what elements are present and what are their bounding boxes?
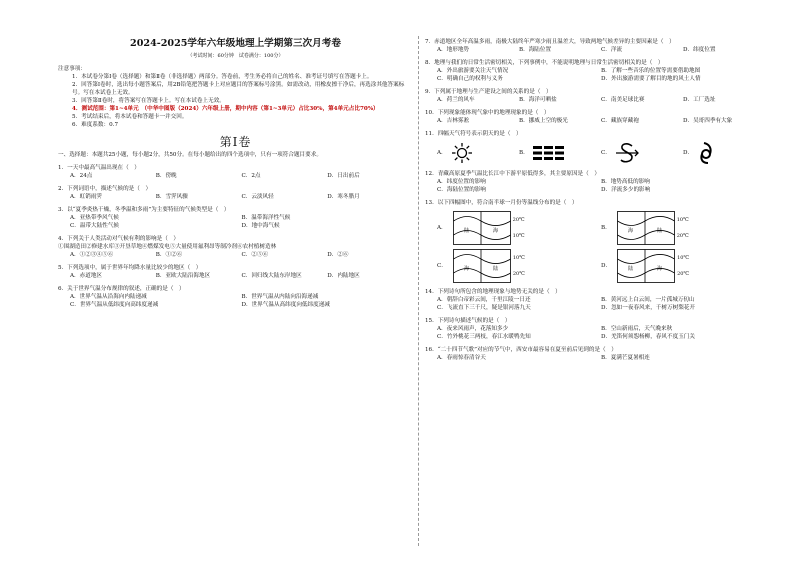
land-label: 陆 — [628, 266, 634, 272]
option-a[interactable]: A． — [437, 142, 519, 164]
question-11 — [425, 130, 765, 164]
option-d[interactable]: D．②⑥ — [327, 252, 349, 258]
option-d[interactable]: D．日出前后 — [327, 173, 360, 179]
sandstorm-icon — [615, 142, 639, 164]
notice-2: 2．回答第Ⅰ卷时，选出每小题答案后，用2B铅笔把答题卡上对应题目的答案标号涂黑。如需改动，用橡皮擦干净后，再选涂其他答案标号。写在本试卷上无效。 — [72, 82, 405, 96]
option-d[interactable]: D．羌笛何须怨杨柳，春风不度玉门关 — [601, 334, 695, 340]
sea-label: 海 — [492, 228, 498, 234]
option-c[interactable]: C．藏族穿藏袍 — [601, 118, 639, 124]
left-column — [58, 30, 413, 309]
option-c[interactable]: C．2点 — [241, 173, 261, 179]
typhoon-icon — [697, 142, 715, 164]
notice-5: 5．考试结束后，将本试卷和答题卡一并交回。 — [72, 114, 188, 120]
question-13 — [425, 199, 765, 283]
question-stem: 14．下列诗句所包含的地理现象与地势无关的是（ ） — [425, 289, 561, 295]
question-stem: 3．以“夏季炎热干燥，冬季温和多雨”为主要特征的气候类型是（ ） — [58, 207, 230, 213]
question-10 — [425, 109, 765, 125]
option-b[interactable]: B．温带海洋性气候 — [241, 215, 291, 221]
question-stem: 12．青藏高原夏季气温比长江中下游平原低得多，其主要原因是（ ） — [425, 171, 600, 177]
question-stem: 16．“二十四节气歌”对应的节气中，西安市最容易在夏至前后见到的是（ ） — [425, 347, 617, 353]
option-a[interactable]: A．虹销雨霁 — [70, 194, 103, 200]
question-stem: 1．一天中最高气温出现在（ ） — [58, 165, 140, 171]
question-9 — [425, 88, 765, 104]
option-c[interactable]: C．世界气温从低纬度向高纬度递减 — [70, 302, 159, 308]
land-label: 陆 — [463, 228, 469, 234]
option-b[interactable]: B．黄河远上白云间，一片孤城万仞山 — [601, 297, 695, 303]
option-a[interactable]: A．吉林雾凇 — [437, 118, 470, 124]
option-a[interactable]: A．地形地势 — [437, 47, 470, 53]
exam-title: 2024-2025学年六年级地理上学期第三次月考卷 — [130, 38, 341, 49]
option-a[interactable]: A．世界气温从沿海向内陆递减 — [70, 294, 147, 300]
option-a[interactable]: A．夜来风雨声，花落知多少 — [437, 326, 509, 332]
section-intro: 一、选择题：本题共25小题，每小题2分，共50分。在每小题给出的四个选项中，只有一项符合题目要求。 — [58, 152, 322, 158]
option-c[interactable]: C．竹外桃花三两枝，春江水暖鸭先知 — [437, 334, 531, 340]
sea-label: 海 — [657, 266, 663, 272]
isotherm-map-c — [453, 249, 511, 283]
question-stem: 15．下列诗句描述气候的是（ ） — [425, 318, 511, 324]
question-stem: 4．下列关于人类活动对气候有利的影响是（ ） — [58, 236, 180, 242]
option-b[interactable]: B．世界气温从内陆向沿海递减 — [241, 294, 319, 300]
isotherm-10: 10℃ — [512, 233, 525, 239]
option-b[interactable]: B．亚欧大陆沿海地区 — [155, 273, 211, 279]
option-d[interactable]: D． 陆 海 10℃ 20℃ — [601, 249, 765, 283]
isotherm-10: 10℃ — [677, 255, 690, 261]
option-d[interactable]: D．世界气温从高纬度向低纬度递减 — [241, 302, 330, 308]
option-b[interactable]: B．海洋可晒盐 — [519, 97, 557, 103]
option-d[interactable]: D．忽如一夜春风来，千树万树梨花开 — [601, 305, 695, 311]
option-d[interactable]: D．工厂选址 — [683, 97, 716, 103]
question-15 — [425, 317, 765, 341]
isotherm-10: 10℃ — [512, 255, 525, 261]
option-d[interactable]: D．内陆地区 — [327, 273, 360, 279]
question-3 — [58, 206, 413, 230]
exam-subtitle: （考试时间：60分钟 试卷满分：100分） — [187, 53, 284, 59]
isotherm-map-b — [617, 211, 675, 245]
option-d[interactable]: D．纬度位置 — [683, 47, 716, 53]
question-stem: 11．四幅天气符号表示阴天的是（ ） — [425, 131, 522, 137]
option-a[interactable]: A． 陆 海 20℃ 10℃ — [437, 211, 601, 245]
question-stem: 2．下列词语中，描述气候的是（ ） — [58, 186, 152, 192]
option-d[interactable]: D． — [683, 142, 765, 164]
option-a[interactable]: A．荷兰的风车 — [437, 97, 475, 103]
question-stem: 5．下列选项中，属于世界年均降水量比较少的地区（ ） — [58, 265, 202, 271]
section-title: 第Ⅰ卷 — [219, 135, 252, 149]
right-column — [425, 38, 765, 362]
option-a[interactable]: A．24点 — [70, 173, 93, 179]
option-b[interactable]: B． — [519, 145, 601, 161]
notice-4-scope: 4．测试范围：第1~4单元 （中华中图版（2024）六年级上册，期中内容（第1~3单元）占比30%，第4单元占比70%） — [72, 106, 379, 112]
option-c[interactable]: C． 海 陆 10℃ 20℃ — [437, 249, 601, 283]
question-2 — [58, 185, 413, 201]
isotherm-20: 20℃ — [512, 271, 525, 277]
question-stem-line2: ①围湖造田②修建水库③开垦草地④燃煤发电⑤大量使用氟利昂等制冷剂⑥农村植树造林 — [58, 244, 277, 250]
option-c[interactable]: C． — [601, 142, 683, 164]
question-stem: 8．地理与我们的日常生活密切相关，下列事例中，不能说明地理与日常生活密切相关的是（ ） — [425, 60, 664, 66]
option-c[interactable]: C．明确自己的权利与义务 — [437, 76, 503, 82]
notice-6: 6．难度系数：0.7 — [72, 122, 119, 128]
option-c[interactable]: C．飞流直下三千尺，疑是银河落九天 — [437, 305, 531, 311]
sea-label: 海 — [627, 228, 633, 234]
question-stem: 13．以下四幅图中，符合南半球一月份等温线分布的是（ ） — [425, 200, 578, 206]
sea-label: 海 — [463, 266, 469, 272]
option-d[interactable]: D．外出旅游需要了解目的地的风土人情 — [601, 76, 701, 82]
land-label: 陆 — [492, 266, 498, 272]
isotherm-20: 20℃ — [676, 233, 689, 239]
option-a[interactable]: A．外出旅游要关注天气情况 — [437, 68, 509, 74]
option-b[interactable]: B．海陆位置 — [519, 47, 552, 53]
question-stem: 9．下列属于地理与生产建设之间的关系的是（ ） — [425, 89, 552, 95]
option-a[interactable]: A．纬度位置的影响 — [437, 179, 486, 185]
column-divider — [418, 36, 419, 546]
question-14 — [425, 288, 765, 312]
land-label: 陆 — [656, 228, 662, 234]
sunny-icon — [451, 142, 473, 164]
option-a[interactable]: A．春雨惊春清谷天 — [437, 355, 486, 361]
notice-3: 3．回答第Ⅱ卷时，将答案写在答题卡上。写在本试卷上无效。 — [72, 98, 225, 104]
question-6 — [58, 285, 413, 309]
option-c[interactable]: C．洋流 — [601, 47, 623, 53]
option-d[interactable]: D．寒冬腊月 — [327, 194, 360, 200]
option-c[interactable]: C．温带大陆性气候 — [70, 223, 120, 229]
question-7 — [425, 38, 765, 54]
question-4 — [58, 235, 413, 259]
fog-icon — [533, 145, 565, 161]
option-c[interactable]: C．②⑤⑥ — [241, 252, 269, 258]
option-b[interactable]: B．了解一些音乐的位置等需要借助地图 — [601, 68, 701, 74]
option-c[interactable]: C．海陆位置的影响 — [437, 187, 487, 193]
option-b[interactable]: B． 海 陆 10℃ 20℃ — [601, 211, 765, 245]
option-d[interactable]: D．地中海气候 — [241, 223, 280, 229]
notice-1: 1．本试卷分第Ⅰ卷（选择题）和第Ⅱ卷（非选择题）两部分。答卷前，考生务必将自己的姓名、准考证号填写在答题卡上。 — [72, 74, 373, 80]
option-b[interactable]: B．傍晚 — [155, 173, 177, 179]
option-b[interactable]: B．夏满芒夏暑相连 — [601, 355, 650, 361]
isotherm-10: 10℃ — [676, 217, 689, 223]
option-a[interactable]: A．亚热带季风气候 — [70, 215, 119, 221]
option-d[interactable]: D．吴哥四季有大象 — [683, 118, 733, 124]
question-12 — [425, 170, 765, 194]
notice-label: 注意事项： — [58, 66, 86, 72]
option-a[interactable]: A．赤道地区 — [70, 273, 103, 279]
option-b[interactable]: B．挪威上空的极光 — [519, 118, 568, 124]
option-b[interactable]: B．空山新雨后，天气晚来秋 — [601, 326, 673, 332]
question-stem: 6．关于世界气温分布规律的叙述，正确的是（ ） — [58, 286, 185, 292]
question-stem: 10．下列现象能体现气象中的地理现象的是（ ） — [425, 110, 550, 116]
question-8 — [425, 59, 765, 83]
option-d[interactable]: D．洋流多少的影响 — [601, 187, 651, 193]
option-c[interactable]: C．回归线大陆东岸地区 — [241, 273, 302, 279]
question-1 — [58, 164, 413, 180]
question-stem: 7．赤道地区全年高温多雨，南极大陆终年严寒少雨且温差大，导致两地气候差异的主要因素是（ ） — [425, 39, 675, 45]
option-b[interactable]: B．①②⑥ — [155, 252, 183, 258]
option-c[interactable]: C．云淡风轻 — [241, 194, 274, 200]
isotherm-20: 20℃ — [677, 271, 690, 277]
option-c[interactable]: C．南美足球比赛 — [601, 97, 645, 103]
isotherm-map-a — [453, 211, 511, 245]
isotherm-map-d — [617, 249, 675, 283]
question-5 — [58, 264, 413, 280]
option-b[interactable]: B．雪霁风骤 — [155, 194, 188, 200]
option-b[interactable]: B．地势高低的影响 — [601, 179, 650, 185]
isotherm-20: 20℃ — [512, 217, 525, 223]
question-16 — [425, 346, 765, 362]
option-a[interactable]: A．①②③④⑤⑥ — [70, 252, 114, 258]
option-a[interactable]: A．朝辞白帝彩云间，千里江陵一日还 — [437, 297, 531, 303]
